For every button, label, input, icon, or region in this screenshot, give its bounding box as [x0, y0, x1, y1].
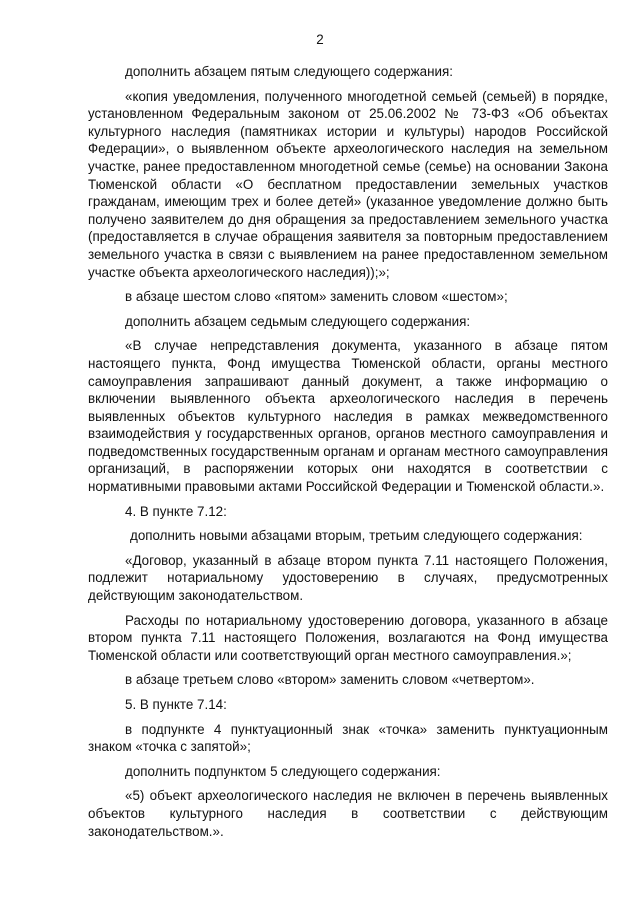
paragraph-6: 4. В пункте 7.12: [125, 503, 227, 519]
paragraph-10: в абзаце третьем слово «втором» заменить словом «четвертом». [125, 672, 535, 688]
page-number: 2 [316, 32, 324, 47]
paragraph-14: «5) объект археологического наследия не включен в перечень выявленных объектов культурного наследия в соответствии с действующим законодательством.». [88, 788, 608, 839]
paragraph-7: дополнить новыми абзацами вторым, третьим следующего содержания: [130, 528, 583, 544]
paragraph-3: в абзаце шестом слово «пятом» заменить словом «шестом»; [125, 289, 508, 305]
paragraph-5: «В случае непредставления документа, указанного в абзаце пятом настоящего пункта, Фонд имущества Тюменской области, органы местного самоуправления запрашивают данный документ, а также информацию о включении выявленного объекта археологического наследия в перечень выявленных объектов культурного наследия в рамках межведомственного взаимодействия у государственных органов, органов местного самоуправления и подведомственных государственным органам и органам местного самоуправления организаций, в распоряжении которых они находятся в соответствии с нормативными правовыми актами Российской Федерации и Тюменской области.». [88, 338, 608, 495]
paragraph-13: дополнить подпунктом 5 следующего содержания: [125, 763, 441, 779]
document-body [88, 63, 608, 840]
paragraph-4: дополнить абзацем седьмым следующего содержания: [125, 313, 471, 329]
paragraph-12: в подпункте 4 пунктуационный знак «точка» заменить пунктуационным знаком «точка с запятой»; [88, 721, 608, 755]
paragraph-11: 5. В пункте 7.14: [125, 697, 227, 712]
paragraph-9: Расходы по нотариальному удостоверению договора, указанного в абзаце втором пункта 7.11 настоящего Положения, возлагаются на Фонд имущества Тюменской области или соответствующий орган местного самоуправления.»; [88, 612, 608, 663]
paragraph-2: «копия уведомления, полученного многодетной семьей (семьей) в порядке, установленном Федеральным законом от 25.06.2002 № 73-ФЗ «Об объектах культурного наследия (памятниках истории и культуры) народов Российской Федерации», о выявленном объекте археологического наследия на земельном участке, ранее предоставленном многодетной семье (семье) на основании Закона Тюменской области «О бесплатном предоставлении земельных участков гражданам, имеющим трех и более детей» (указанное уведомление должно быть получено заявителем до дня обращения за предоставлением земельного участка (предоставляется в случае обращения заявителя за повторным предоставлением земельного участка в связи с выявлением на ранее предоставленном земельном участке объекта археологического наследия));»; [88, 88, 608, 280]
paragraph-1: дополнить абзацем пятым следующего содержания: [125, 64, 453, 79]
paragraph-8: «Договор, указанный в абзаце втором пункта 7.11 настоящего Положения, подлежит нотариальному удостоверению в случаях, предусмотренных действующим законодательством. [88, 552, 608, 604]
